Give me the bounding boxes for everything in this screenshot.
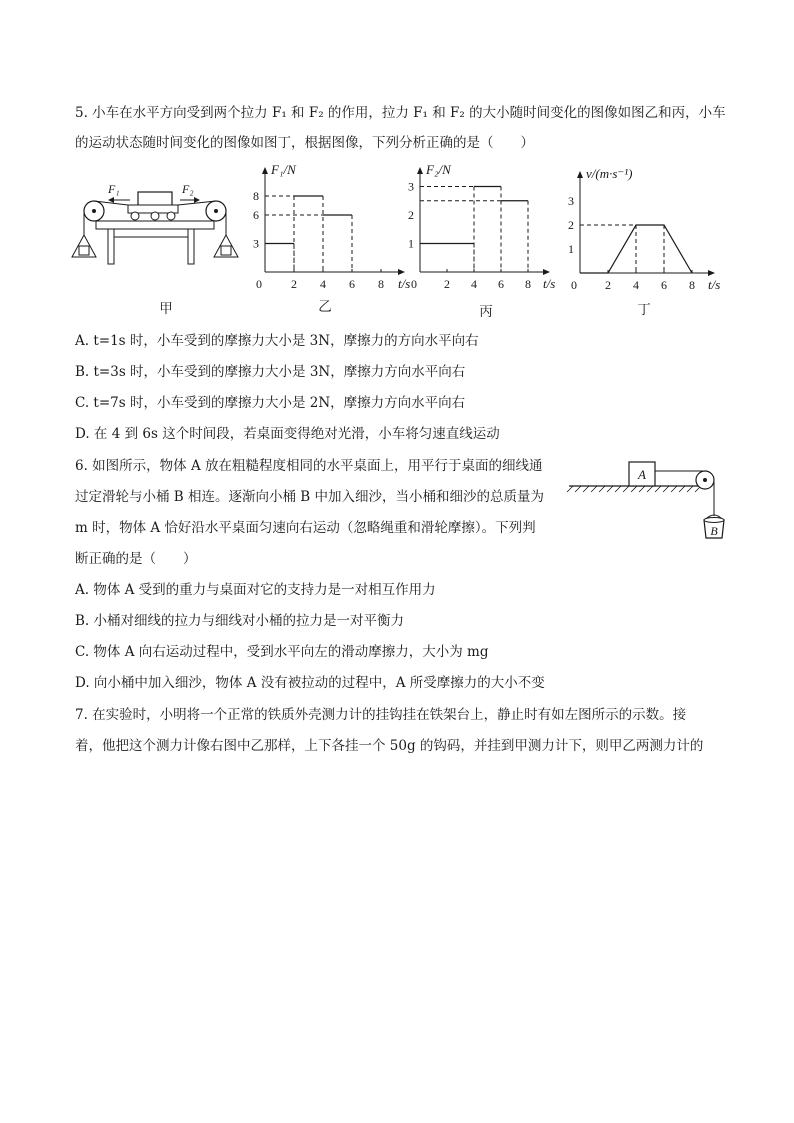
x-tick-label: 4 (320, 277, 326, 291)
q6-stem-line2: 过定滑轮与小桶 B 相连。逐渐向小桶 B 中加入细沙，当小桶和细沙的总质量为 (75, 489, 545, 505)
x-tick-label: 8 (689, 278, 695, 292)
chart-ding-caption: 丁 (637, 302, 651, 318)
y-axis-label: F₂/N (426, 162, 451, 177)
chart-yi (250, 162, 415, 292)
q5-option-c: C. t=7s 时，小车受到的摩擦力大小是 2N，摩擦力方向水平向右 (75, 395, 466, 411)
chart-yi-caption: 乙 (318, 299, 332, 315)
x-tick-label: 2 (605, 278, 611, 292)
y-tick-label: 2 (408, 208, 414, 222)
bucket-b-label: B (710, 524, 718, 538)
label-f1: F₁ (108, 182, 120, 196)
figure-jia-label: 甲 (159, 301, 173, 317)
q5-stem-line2: 的运动状态随时间变化的图像如图丁，根据图像，下列分析正确的是（ ） (75, 135, 534, 151)
x-tick-label: 4 (633, 278, 639, 292)
x-tick-label: 0 (411, 277, 417, 291)
x-axis-arrow (543, 269, 550, 275)
q7-stem-line1: 7. 在实验时，小明将一个正常的铁质外壳测力计的挂钩挂在铁架台上，静止时有如左图所示的示数。接 (75, 707, 687, 723)
x-tick-label: 2 (291, 277, 297, 291)
y-axis-arrow (417, 167, 423, 174)
x-tick-label: 6 (661, 278, 667, 292)
y-tick-label: 2 (568, 218, 574, 232)
q7-stem-line2: 着，他把这个测力计像右图中乙那样，上下各挂一个 50g 的钩码，并挂到甲测力计下，则甲乙两测力计的 (75, 738, 704, 754)
y-tick-label: 6 (253, 208, 259, 222)
y-tick-label: 8 (253, 189, 259, 203)
q6-option-d: D. 向小桶中加入细沙，物体 A 没有被拉动的过程中，A 所受摩擦力的大小不变 (75, 675, 545, 691)
y-tick-label: 1 (568, 242, 574, 256)
label-f2: F₂ (182, 182, 194, 196)
q6-option-c: C. 物体 A 向右运动过程中，受到水平向左的滑动摩擦力，大小为 mg (75, 644, 489, 660)
x-tick-label: 6 (498, 277, 504, 291)
x-tick-label: 2 (444, 277, 450, 291)
chart-bing-caption: 丙 (479, 304, 493, 320)
q6-option-b: B. 小桶对细线的拉力与细线对小桶的拉力是一对平衡力 (75, 613, 405, 629)
y-axis-label: v/(m·s⁻¹) (586, 166, 633, 181)
x-tick-label: 6 (349, 277, 355, 291)
q5-option-b: B. t=3s 时，小车受到的摩擦力大小是 3N，摩擦力方向水平向右 (75, 364, 466, 380)
q5-stem-line1: 5. 小车在水平方向受到两个拉力 F₁ 和 F₂ 的作用，拉力 F₁ 和 F₂ 的大小随时间变化的图像如图乙和丙，小车 (75, 105, 726, 121)
figure-block-pulley-bucket (565, 458, 725, 548)
q5-option-d: D. 在 4 到 6s 这个时间段，若桌面变得绝对光滑，小车将匀速直线运动 (75, 426, 500, 442)
y-tick-label: 3 (408, 179, 414, 194)
chart-bing (405, 162, 555, 292)
x-axis-label: t/s (708, 277, 721, 292)
figure-jia-cart-apparatus (70, 175, 240, 295)
x-tick-label: 0 (256, 277, 262, 291)
y-tick-label: 3 (568, 194, 574, 208)
y-tick-label: 1 (408, 236, 414, 251)
q6-stem-line4: 断正确的是（ ） (75, 551, 197, 567)
y-axis-label: F₁/N (271, 162, 296, 177)
q5-option-a: A. t=1s 时，小车受到的摩擦力大小是 3N，摩擦力的方向水平向右 (75, 333, 479, 349)
y-axis-arrow (577, 171, 583, 178)
q6-option-a: A. 物体 A 受到的重力与桌面对它的支持力是一对相互作用力 (75, 582, 436, 598)
x-tick-label: 8 (378, 277, 384, 291)
x-tick-label: 0 (571, 278, 577, 292)
chart-ding (565, 168, 725, 293)
y-axis-arrow (262, 167, 268, 174)
x-tick-label: 4 (471, 277, 477, 291)
y-tick-label: 3 (253, 236, 259, 251)
x-axis-arrow (708, 270, 715, 276)
x-axis-label: t/s (398, 276, 411, 291)
x-tick-label: 8 (525, 277, 531, 291)
x-axis-label: t/s (543, 276, 556, 291)
block-a-label: A (638, 467, 646, 482)
q6-stem-line3: m 时，物体 A 恰好沿水平桌面匀速向右运动（忽略绳重和滑轮摩擦）。下列判 (75, 520, 536, 536)
x-axis-arrow (398, 269, 405, 275)
q6-stem-line1: 6. 如图所示，物体 A 放在粗糙程度相同的水平桌面上，用平行于桌面的细线通 (75, 458, 543, 474)
